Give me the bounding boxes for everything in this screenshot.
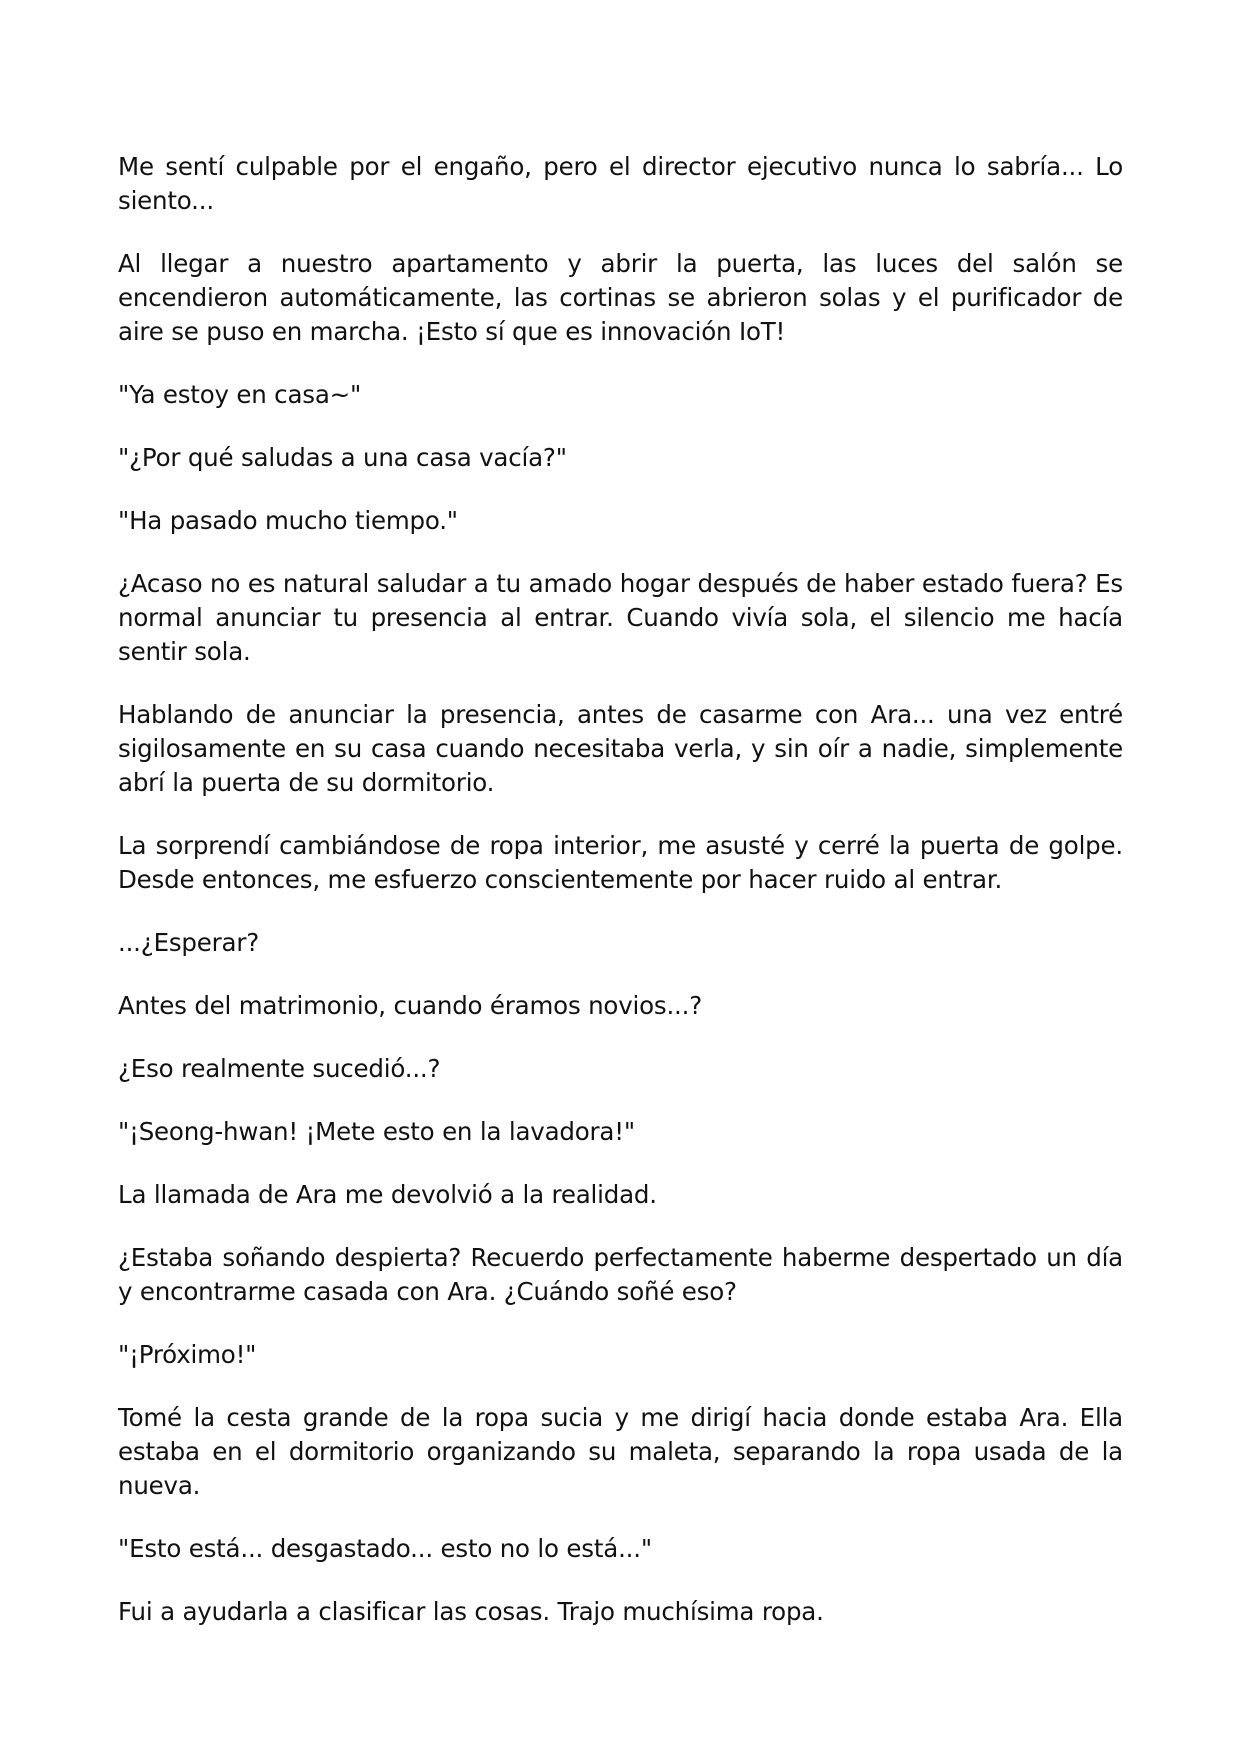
paragraph-8: La sorprendí cambiándose de ropa interior, me asusté y cerré la puerta de golpe. Desde entonces, me esfuerzo conscientemente por hacer ruido al entrar. xyxy=(118,831,1123,894)
paragraph-17: "Esto está... desgastado... esto no lo está..." xyxy=(118,1534,652,1563)
paragraph-11: ¿Eso realmente sucedió...? xyxy=(118,1054,441,1083)
paragraph-12: "¡Seong-hwan! ¡Mete esto en la lavadora!" xyxy=(118,1117,635,1146)
paragraph-6: ¿Acaso no es natural saludar a tu amado hogar después de haber estado fuera? Es normal anunciar tu presencia al entrar. Cuando vivía sola, el silencio me hacía sentir sola. xyxy=(118,569,1123,666)
paragraph-16: Tomé la cesta grande de la ropa sucia y me dirigí hacia donde estaba Ara. Ella estaba en el dormitorio organizando su maleta, separando la ropa usada de la nueva. xyxy=(118,1403,1123,1500)
paragraph-15: "¡Próximo!" xyxy=(118,1340,257,1369)
paragraph-13: La llamada de Ara me devolvió a la realidad. xyxy=(118,1180,657,1209)
paragraph-9: ...¿Esperar? xyxy=(118,928,259,957)
paragraph-10: Antes del matrimonio, cuando éramos novios...? xyxy=(118,991,703,1020)
paragraph-2: Al llegar a nuestro apartamento y abrir la puerta, las luces del salón se encendieron automáticamente, las cortinas se abrieron solas y el purificador de aire se puso en marcha. ¡Esto sí que es innovación IoT! xyxy=(118,249,1123,346)
paragraph-18: Fui a ayudarla a clasificar las cosas. Trajo muchísima ropa. xyxy=(118,1597,824,1626)
paragraph-14: ¿Estaba soñando despierta? Recuerdo perfectamente haberme despertado un día y encontrarme casada con Ara. ¿Cuándo soñé eso? xyxy=(118,1243,1123,1306)
paragraph-4: "¿Por qué saludas a una casa vacía?" xyxy=(118,443,567,472)
paragraph-3: "Ya estoy en casa~" xyxy=(118,380,362,409)
paragraph-5: "Ha pasado mucho tiempo." xyxy=(118,506,458,535)
paragraph-7: Hablando de anunciar la presencia, antes de casarme con Ara... una vez entré sigilosamente en su casa cuando necesitaba verla, y sin oír a nadie, simplemente abrí la puerta de su dormitorio. xyxy=(118,700,1123,797)
paragraph-1: Me sentí culpable por el engaño, pero el director ejecutivo nunca lo sabría... Lo siento... xyxy=(118,152,1123,215)
